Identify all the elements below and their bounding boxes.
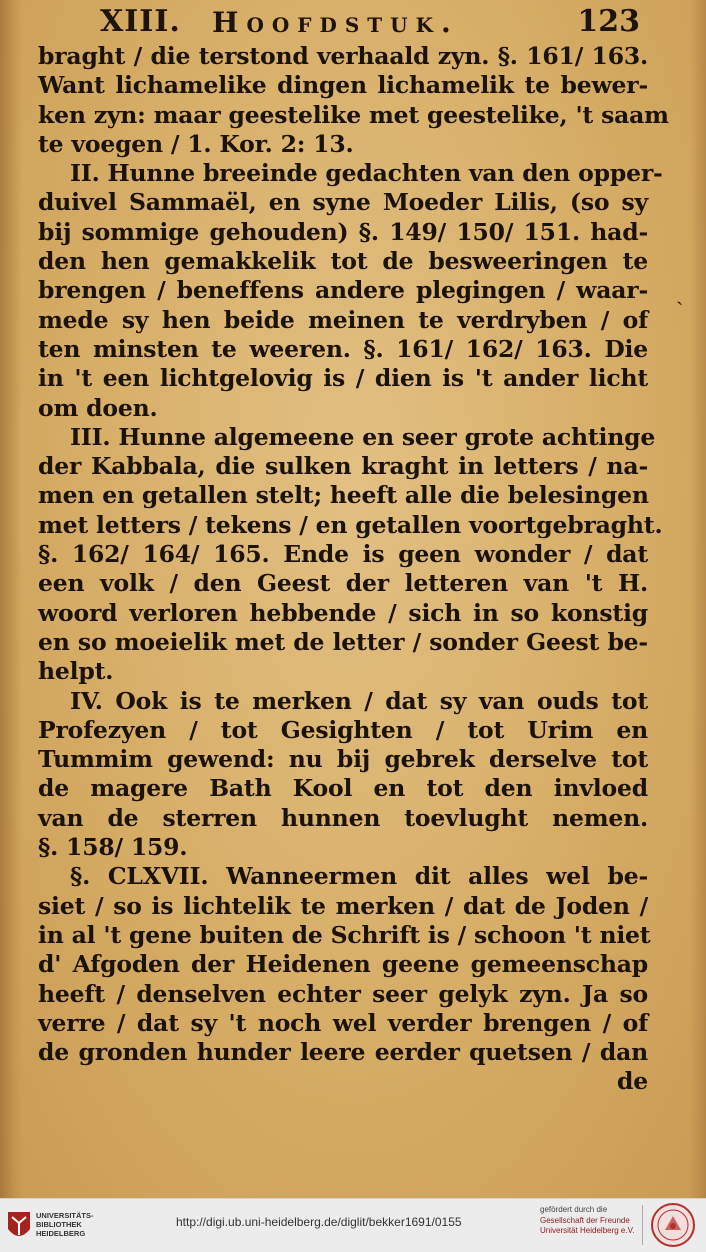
footer-bar: [0, 1198, 706, 1252]
library-name-line: UNIVERSITÄTS-: [36, 1211, 94, 1220]
sponsor-org: Universität Heidelberg e.V.: [540, 1226, 635, 1235]
text-line: men en getallen stelt; heeft alle die belesingen: [38, 481, 649, 510]
text-line: §. 162/ 164/ 165. Ende is geen wonder / dat: [38, 540, 648, 569]
text-line: duivel Sammaël, en syne Moeder Lilis, (so sy: [38, 188, 648, 217]
text-line: een volk / den Geest der letteren van 't H.: [38, 569, 648, 598]
text-line: brengen / beneffens andere plegingen / waar-: [38, 276, 648, 305]
permalink-url[interactable]: http://digi.ub.uni-heidelberg.de/diglit/bekker1691/0155: [176, 1215, 462, 1229]
text-line: der Kabbala, die sulken kraght in letters / na-: [38, 452, 648, 481]
text-line: IV. Ook is te merken / dat sy van ouds tot: [70, 686, 648, 715]
sponsor-credit: [540, 1205, 634, 1237]
text-line: d' Afgoden der Heidenen geene gemeenschap: [38, 950, 648, 979]
library-seal-icon: [6, 1209, 32, 1243]
text-line: om doen.: [38, 393, 158, 422]
body-text: [38, 42, 669, 1097]
text-line: in al 't gene buiten de Schrift is / schoon 't niet: [38, 920, 651, 949]
text-line: heeft / denselven echter seer gelyk zyn. Ja so: [38, 979, 648, 1008]
running-header: [100, 4, 640, 40]
text-line: ken zyn: maar geestelike met geestelike, 't saam: [38, 100, 669, 129]
text-line: siet / so is lichtelik te merken / dat de Joden /: [38, 891, 648, 920]
catchword: de: [617, 1067, 648, 1096]
page-number: 123: [577, 4, 640, 39]
sponsor-org: Gesellschaft der Freunde: [540, 1215, 630, 1225]
text-line: de magere Bath Kool en tot den invloed: [38, 774, 648, 803]
text-line: verre / dat sy 't noch wel verder brengen / of: [38, 1008, 648, 1037]
text-line: van de sterren hunnen toevlught nemen.: [38, 803, 648, 832]
text-line: Want lichamelike dingen lichamelik te bewer-: [38, 71, 648, 100]
library-name-line: HEIDELBERG: [36, 1229, 86, 1238]
text-line: mede sy hen beide meinen te verdryben / of: [38, 305, 648, 334]
library-name: [36, 1211, 94, 1238]
text-line: woord verloren hebbende / sich in so konstig: [38, 598, 648, 627]
text-line: helpt.: [38, 657, 114, 686]
chapter-word: Hoofdstuk.: [212, 6, 459, 39]
text-line: Profezyen / tot Gesighten / tot Urim en: [38, 715, 648, 744]
text-line: II. Hunne breeinde gedachten van den opper-: [70, 159, 663, 188]
text-line: den hen gemakkelik tot de besweeringen te: [38, 247, 648, 276]
university-seal-icon: [650, 1202, 696, 1248]
text-line: en so moeielik met de letter / sonder Geest be-: [38, 627, 648, 656]
text-line: ten minsten te weeren. §. 161/ 162/ 163. Die: [38, 334, 648, 363]
text-line: §. CLXVII. Wanneermen dit alles wel be-: [70, 862, 648, 891]
text-line: braght / die terstond verhaald zyn. §. 161/ 163.: [38, 42, 648, 70]
text-line: te voegen / 1. Kor. 2: 13.: [38, 129, 354, 158]
text-line: bij sommige gehouden) §. 149/ 150/ 151. had-: [38, 217, 648, 246]
chapter-number: XIII.: [100, 4, 181, 39]
text-line: III. Hunne algemeene en seer grote achtinge: [70, 422, 656, 451]
text-line: de gronden hunder leere eerder quetsen / dan: [38, 1038, 648, 1067]
text-line: in 't een lichtgelovig is / dien is 't ander licht: [38, 364, 648, 393]
text-line: §. 158/ 159.: [38, 833, 188, 862]
library-name-line: BIBLIOTHEK: [36, 1220, 82, 1229]
text-line: met letters / tekens / en getallen voortgebraght.: [38, 510, 663, 539]
sponsor-line: gefördert durch die: [540, 1205, 608, 1214]
margin-mark: ˎ: [676, 281, 684, 306]
library-logo[interactable]: [6, 1207, 106, 1247]
divider: [642, 1205, 643, 1245]
text-line: Tummim gewend: nu bij gebrek derselve tot: [38, 745, 648, 774]
